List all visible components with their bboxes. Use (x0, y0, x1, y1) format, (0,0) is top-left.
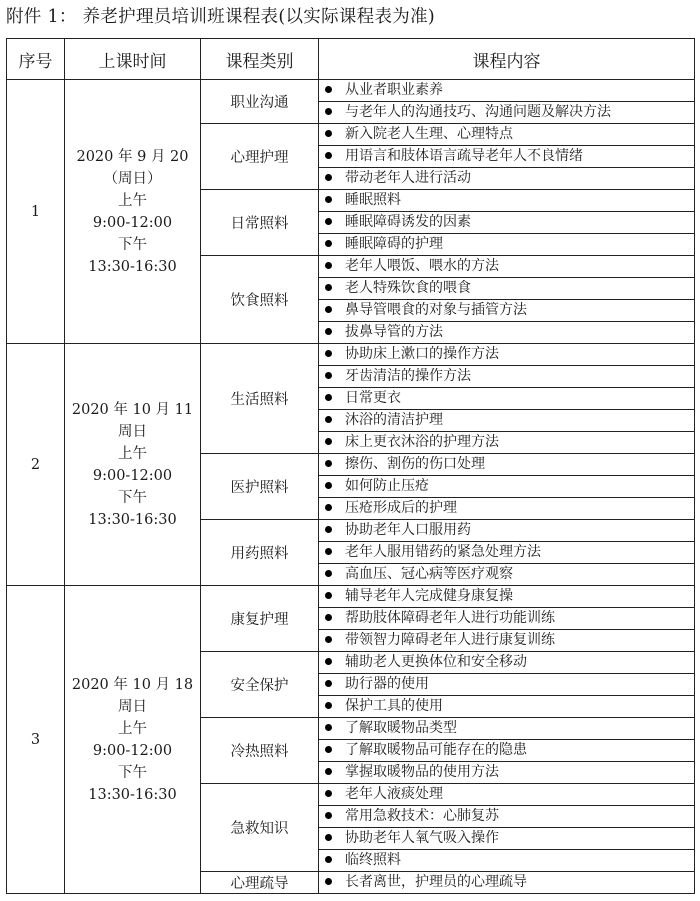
course-content-item (319, 718, 695, 740)
bullet-icon (325, 812, 332, 819)
course-content-text: 如何防止压疮 (345, 478, 429, 494)
course-content-item (319, 168, 695, 190)
course-content-text: 协助老年人氧气吸入操作 (345, 830, 499, 846)
table-row (7, 344, 695, 366)
time-am-time: 9:00-12:00 (92, 467, 173, 484)
course-content-item (319, 740, 695, 762)
course-content-text: 老年人液痰处理 (345, 786, 443, 802)
course-content-item (319, 102, 695, 124)
course-content-text: 长者离世，护理员的心理疏导 (345, 874, 527, 890)
course-category: 用药照料 (201, 520, 319, 586)
course-content-text: 带动老年人进行活动 (345, 170, 471, 186)
course-content-text: 用语言和肢体语言疏导老年人不良情绪 (345, 148, 583, 164)
course-content-text: 临终照料 (345, 852, 401, 868)
course-content-item (319, 432, 695, 454)
course-content-text: 了解取暖物品可能存在的隐患 (345, 742, 527, 758)
bullet-icon (325, 878, 332, 885)
course-content-item (319, 630, 695, 652)
bullet-icon (325, 702, 332, 709)
course-content-item (319, 608, 695, 630)
course-content-text: 压疮形成后的护理 (345, 500, 457, 516)
time-weekday: 周日 (118, 423, 147, 440)
header-time: 上课时间 (65, 39, 201, 80)
course-category: 冷热照料 (201, 718, 319, 784)
bullet-icon (325, 482, 332, 489)
bullet-icon (325, 834, 332, 841)
course-category: 医护照料 (201, 454, 319, 520)
bullet-icon (325, 108, 332, 115)
bullet-icon (325, 174, 332, 181)
session-time (65, 80, 201, 344)
course-content-text: 掌握取暖物品的使用方法 (345, 764, 499, 780)
course-category: 急救知识 (201, 784, 319, 872)
course-content-item (319, 564, 695, 586)
bullet-icon (325, 680, 332, 687)
course-category: 康复护理 (201, 586, 319, 652)
bullet-icon (325, 350, 332, 357)
bullet-icon (325, 328, 332, 335)
table-header-row (7, 39, 695, 80)
session-number: 2 (7, 344, 65, 586)
course-content-text: 与老年人的沟通技巧、沟通问题及解决方法 (345, 104, 611, 120)
table-body (7, 80, 695, 894)
course-category: 心理疏导 (201, 872, 319, 894)
course-content-item (319, 762, 695, 784)
bullet-icon (325, 438, 332, 445)
bullet-icon (325, 768, 332, 775)
header-content: 课程内容 (319, 39, 695, 80)
bullet-icon (325, 856, 332, 863)
course-content-item (319, 850, 695, 872)
course-category: 职业沟通 (201, 80, 319, 124)
course-content-text: 了解取暖物品类型 (345, 720, 457, 736)
time-date: 2020 年 9 月 20 (76, 148, 189, 165)
course-content-text: 带领智力障碍老年人进行康复训练 (345, 632, 555, 648)
time-pm-label: 下午 (118, 236, 147, 253)
course-content-text: 老年人服用错药的紧急处理方法 (345, 544, 541, 560)
course-category: 生活照料 (201, 344, 319, 454)
bullet-icon (325, 306, 332, 313)
course-content-text: 擦伤、割伤的伤口处理 (345, 456, 485, 472)
course-content-text: 床上更衣沐浴的护理方法 (345, 434, 499, 450)
bullet-icon (325, 152, 332, 159)
course-content-text: 帮助肢体障碍老年人进行功能训练 (345, 610, 555, 626)
table-row (7, 80, 695, 102)
bullet-icon (325, 746, 332, 753)
table-row (7, 586, 695, 608)
course-content-item (319, 146, 695, 168)
bullet-icon (325, 614, 332, 621)
bullet-icon (325, 130, 332, 137)
course-content-text: 睡眠照料 (345, 192, 401, 208)
course-content-item (319, 256, 695, 278)
session-time (65, 586, 201, 894)
course-content-item (319, 696, 695, 718)
course-content-item (319, 278, 695, 300)
course-content-item (319, 652, 695, 674)
course-content-text: 沐浴的清洁护理 (345, 412, 443, 428)
course-schedule-table (6, 38, 695, 894)
course-content-item (319, 388, 695, 410)
course-content-text: 辅导老年人完成健身康复操 (345, 588, 513, 604)
bullet-icon (325, 504, 332, 511)
course-content-item (319, 476, 695, 498)
time-weekday: （周日） (103, 170, 162, 187)
course-content-item (319, 124, 695, 146)
time-pm-label: 下午 (118, 764, 147, 781)
course-content-item (319, 190, 695, 212)
session-number: 3 (7, 586, 65, 894)
bullet-icon (325, 372, 332, 379)
bullet-icon (325, 592, 332, 599)
bullet-icon (325, 262, 332, 269)
course-content-text: 睡眠障碍诱发的因素 (345, 214, 471, 230)
course-content-item (319, 234, 695, 256)
course-category: 心理护理 (201, 124, 319, 190)
bullet-icon (325, 790, 332, 797)
page-title: 附件 1： 养老护理员培训班课程表(以实际课程表为准) (6, 7, 436, 27)
course-content-item (319, 300, 695, 322)
time-am-time: 9:00-12:00 (92, 214, 173, 231)
time-date: 2020 年 10 月 11 (71, 401, 194, 418)
course-content-text: 从业者职业素养 (345, 82, 443, 98)
course-content-text: 日常更衣 (345, 390, 401, 406)
course-content-item (319, 542, 695, 564)
course-content-item (319, 80, 695, 102)
bullet-icon (325, 636, 332, 643)
course-content-item (319, 872, 695, 894)
time-am-label: 上午 (118, 445, 147, 462)
course-category: 饮食照料 (201, 256, 319, 344)
bullet-icon (325, 416, 332, 423)
course-content-text: 保护工具的使用 (345, 698, 443, 714)
header-seq: 序号 (7, 39, 65, 80)
course-content-item (319, 586, 695, 608)
course-content-text: 协助老年人口服用药 (345, 522, 471, 538)
course-content-item (319, 520, 695, 542)
bullet-icon (325, 394, 332, 401)
course-content-item (319, 344, 695, 366)
bullet-icon (325, 218, 332, 225)
time-am-label: 上午 (118, 720, 147, 737)
course-category: 日常照料 (201, 190, 319, 256)
course-content-item (319, 806, 695, 828)
course-content-text: 睡眠障碍的护理 (345, 236, 443, 252)
bullet-icon (325, 526, 332, 533)
course-content-item (319, 322, 695, 344)
session-time (65, 344, 201, 586)
bullet-icon (325, 548, 332, 555)
time-weekday: 周日 (118, 698, 147, 715)
time-am-label: 上午 (118, 192, 147, 209)
course-content-text: 拔鼻导管的方法 (345, 324, 443, 340)
time-pm-time: 13:30-16:30 (88, 786, 177, 803)
time-am-time: 9:00-12:00 (92, 742, 173, 759)
bullet-icon (325, 658, 332, 665)
course-content-text: 协助床上漱口的操作方法 (345, 346, 499, 362)
bullet-icon (325, 196, 332, 203)
course-content-item (319, 828, 695, 850)
time-pm-time: 13:30-16:30 (88, 258, 177, 275)
bullet-icon (325, 724, 332, 731)
bullet-icon (325, 240, 332, 247)
course-content-text: 高血压、冠心病等医疗观察 (345, 566, 513, 582)
course-content-item (319, 410, 695, 432)
course-content-text: 常用急救技术：心肺复苏 (345, 808, 499, 824)
bullet-icon (325, 86, 332, 93)
course-content-text: 鼻导管喂食的对象与插管方法 (345, 302, 527, 318)
course-content-text: 老人特殊饮食的喂食 (345, 280, 471, 296)
time-date: 2020 年 10 月 18 (71, 676, 194, 693)
session-number: 1 (7, 80, 65, 344)
course-content-item (319, 212, 695, 234)
course-content-text: 老年人喂饭、喂水的方法 (345, 258, 499, 274)
bullet-icon (325, 460, 332, 467)
course-content-text: 助行器的使用 (345, 676, 429, 692)
course-content-text: 辅助老人更换体位和安全移动 (345, 654, 527, 670)
time-pm-label: 下午 (118, 489, 147, 506)
header-category: 课程类别 (201, 39, 319, 80)
course-content-item (319, 784, 695, 806)
time-pm-time: 13:30-16:30 (88, 511, 177, 528)
course-content-text: 牙齿清洁的操作方法 (345, 368, 471, 384)
course-content-item (319, 366, 695, 388)
course-content-item (319, 674, 695, 696)
course-content-text: 新入院老人生理、心理特点 (345, 126, 513, 142)
bullet-icon (325, 284, 332, 291)
course-content-item (319, 454, 695, 476)
course-category: 安全保护 (201, 652, 319, 718)
bullet-icon (325, 570, 332, 577)
course-content-item (319, 498, 695, 520)
